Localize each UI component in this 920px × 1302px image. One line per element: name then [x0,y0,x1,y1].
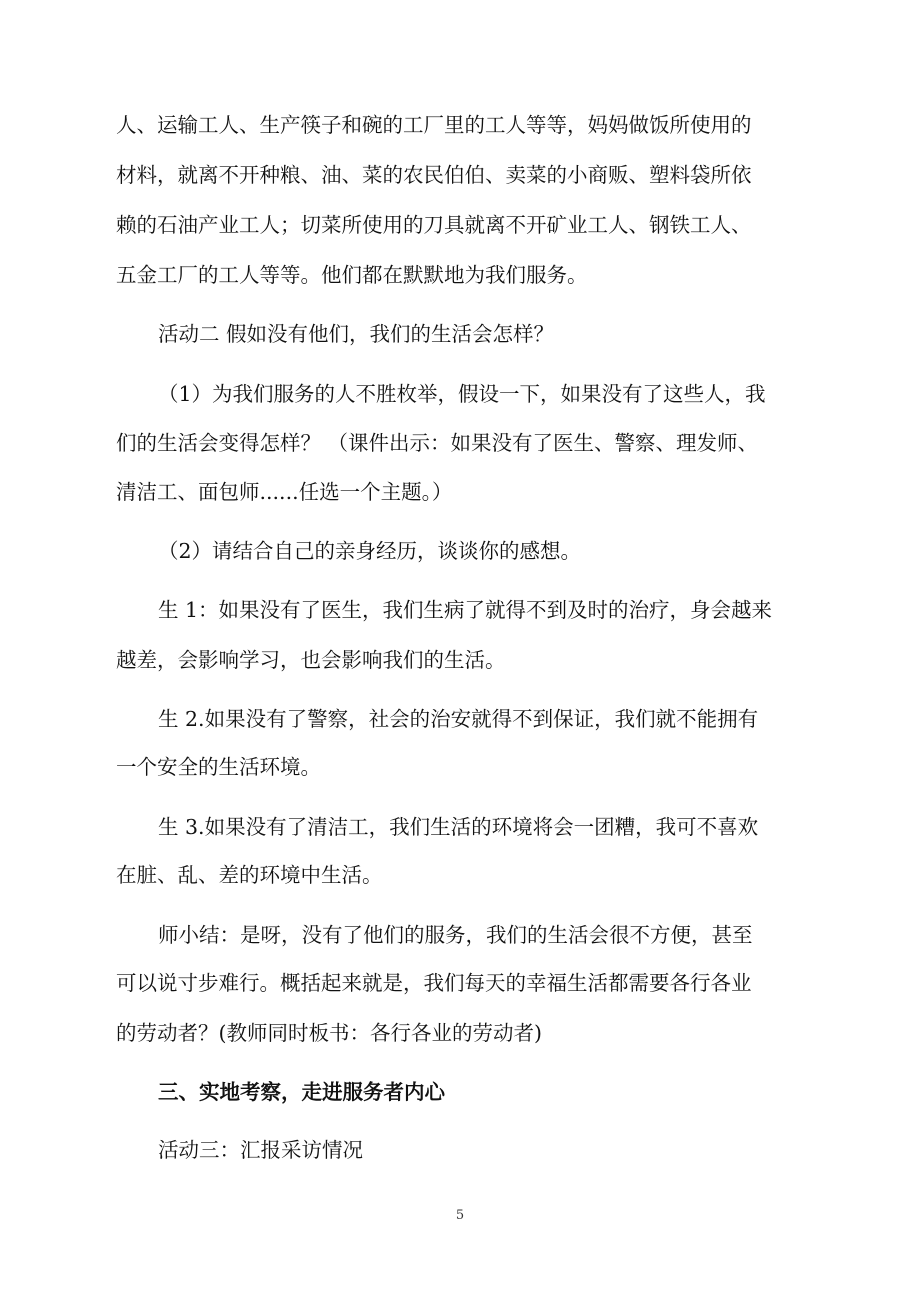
text-line: 五金工厂的工人等等。他们都在默默地为我们服务。 [116,263,588,287]
text-line: 生 1：如果没有了医生，我们生病了就得不到及时的治疗，身会越来 [158,598,773,622]
text-line: （1）为我们服务的人不胜枚举，假设一下，如果没有了这些人，我 [158,382,766,406]
text-line: 在脏、乱、差的环境中生活。 [116,863,383,887]
text-line: 人、运输工人、生产筷子和碗的工厂里的工人等等，妈妈做饭所使用的 [116,113,752,137]
text-line: 生 3.如果没有了清洁工，我们生活的环境将会一团糟，我可不喜欢 [158,815,759,839]
text-line: 赖的石油产业工人；切菜所使用的刀具就离不开矿业工人、钢铁工人、 [116,213,752,237]
section-heading: 三、实地考察，走进服务者内心 [158,1080,445,1104]
activity-heading: 活动三：汇报采访情况 [158,1138,363,1162]
text-line: 的劳动者？(教师同时板书：各行各业的劳动者) [116,1021,542,1045]
text-line: 师小结：是呀，没有了他们的服务，我们的生活会很不方便，甚至 [158,923,753,947]
text-line: 一个安全的生活环境。 [116,755,321,779]
text-line: 清洁工、面包师......任选一个主题。） [116,480,453,504]
text-line: 材料，就离不开种粮、油、菜的农民伯伯、卖菜的小商贩、塑料袋所依 [116,163,752,187]
text-line: 可以说寸步难行。概括起来就是，我们每天的幸福生活都需要各行各业 [116,971,752,995]
page-number: 5 [455,1208,465,1223]
text-line: 越差，会影响学习，也会影响我们的生活。 [116,648,506,672]
text-line: （2）请结合自己的亲身经历，谈谈你的感想。 [158,539,582,563]
text-line: 生 2.如果没有了警察，社会的治安就得不到保证，我们就不能拥有 [158,707,759,731]
activity-heading: 活动二 假如没有他们，我们的生活会怎样？ [158,322,555,346]
text-line: 们的生活会变得怎样？ （课件出示：如果没有了医生、警察、理发师、 [116,431,759,455]
